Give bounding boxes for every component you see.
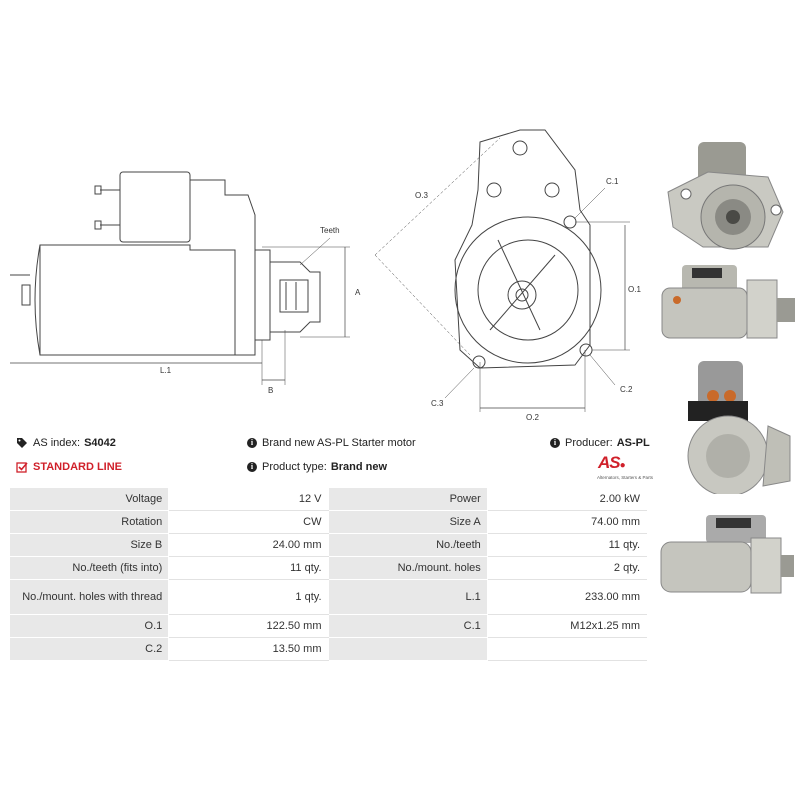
spec-value-cell: 13.50 mm	[169, 638, 328, 661]
product-photos	[650, 128, 800, 608]
spec-value-cell: M12x1.25 mm	[487, 615, 646, 638]
dim-l1-label: L.1	[160, 366, 172, 375]
table-row	[10, 511, 647, 534]
table-row	[10, 534, 647, 557]
photo-rear	[668, 356, 796, 494]
teeth-label: Teeth	[320, 226, 340, 235]
as-pl-logo: AS●	[598, 453, 625, 472]
table-row	[10, 557, 647, 580]
product-description: Brand new AS-PL Starter motor	[262, 437, 416, 449]
spec-value-cell: 11 qty.	[487, 534, 646, 557]
spec-label-cell: No./mount. holes with thread	[10, 580, 169, 615]
side-view-drawing	[0, 120, 660, 420]
spec-value-cell: CW	[169, 511, 328, 534]
dim-b-label: B	[268, 386, 274, 395]
spec-value-cell: 2.00 kW	[487, 488, 646, 511]
spec-value-cell: 2 qty.	[487, 557, 646, 580]
dim-a-label: A	[355, 288, 361, 297]
product-type-value: Brand new	[330, 461, 388, 473]
producer-label: Producer:	[565, 437, 613, 449]
table-row	[10, 615, 647, 638]
spec-value-cell	[487, 638, 646, 661]
spec-label-cell: L.1	[328, 580, 487, 615]
spec-label-cell: Voltage	[10, 488, 169, 511]
spec-label-cell: O.1	[10, 615, 169, 638]
photo-side-1	[652, 260, 798, 350]
photo-front	[658, 132, 796, 257]
info-icon: i	[550, 438, 560, 448]
standard-line-row	[16, 461, 122, 473]
spec-label-cell: Size B	[10, 534, 169, 557]
producer-value: AS-PL	[616, 437, 650, 449]
dim-c3-label: C.3	[431, 399, 444, 408]
checkbox-icon	[16, 461, 28, 473]
tag-icon	[16, 437, 28, 449]
photo-side-2	[656, 510, 796, 600]
standard-line-label: STANDARD LINE	[33, 461, 123, 473]
spec-label-cell: No./mount. holes	[328, 557, 487, 580]
table-row	[10, 488, 647, 511]
spec-value-cell: 24.00 mm	[169, 534, 328, 557]
dim-o2-label: O.2	[526, 413, 539, 420]
technical-drawings	[0, 120, 660, 420]
product-type-row	[247, 461, 387, 473]
dim-c2-label: C.2	[620, 385, 633, 394]
dim-o3-label: O.3	[415, 191, 428, 200]
as-index-row	[16, 437, 116, 449]
spec-value-cell: 11 qty.	[169, 557, 328, 580]
info-icon: i	[247, 438, 257, 448]
spec-label-cell: No./teeth	[328, 534, 487, 557]
spec-value-cell: 122.50 mm	[169, 615, 328, 638]
spec-label-cell: Size A	[328, 511, 487, 534]
dim-o1-label: O.1	[628, 285, 641, 294]
spec-value-cell: 74.00 mm	[487, 511, 646, 534]
spec-label-cell: No./teeth (fits into)	[10, 557, 169, 580]
as-index-value: S4042	[84, 437, 116, 449]
specs-table	[9, 487, 647, 661]
spec-value-cell: 1 qty.	[169, 580, 328, 615]
producer-row	[550, 437, 650, 449]
spec-label-cell	[328, 638, 487, 661]
spec-value-cell: 233.00 mm	[487, 580, 646, 615]
logo-text: AS	[598, 453, 620, 472]
logo-tagline: Alternators, Starters & Parts	[596, 475, 653, 480]
info-icon: i	[247, 462, 257, 472]
spec-label-cell: C.2	[10, 638, 169, 661]
table-row	[10, 580, 647, 615]
spec-label-cell: C.1	[328, 615, 487, 638]
as-index-label: AS index:	[33, 437, 81, 449]
dim-c1-label: C.1	[606, 177, 619, 186]
spec-label-cell: Power	[328, 488, 487, 511]
spec-label-cell: Rotation	[10, 511, 169, 534]
spec-value-cell: 12 V	[169, 488, 328, 511]
description-row	[247, 437, 416, 449]
product-type-label: Product type:	[262, 461, 327, 473]
table-row	[10, 638, 647, 661]
